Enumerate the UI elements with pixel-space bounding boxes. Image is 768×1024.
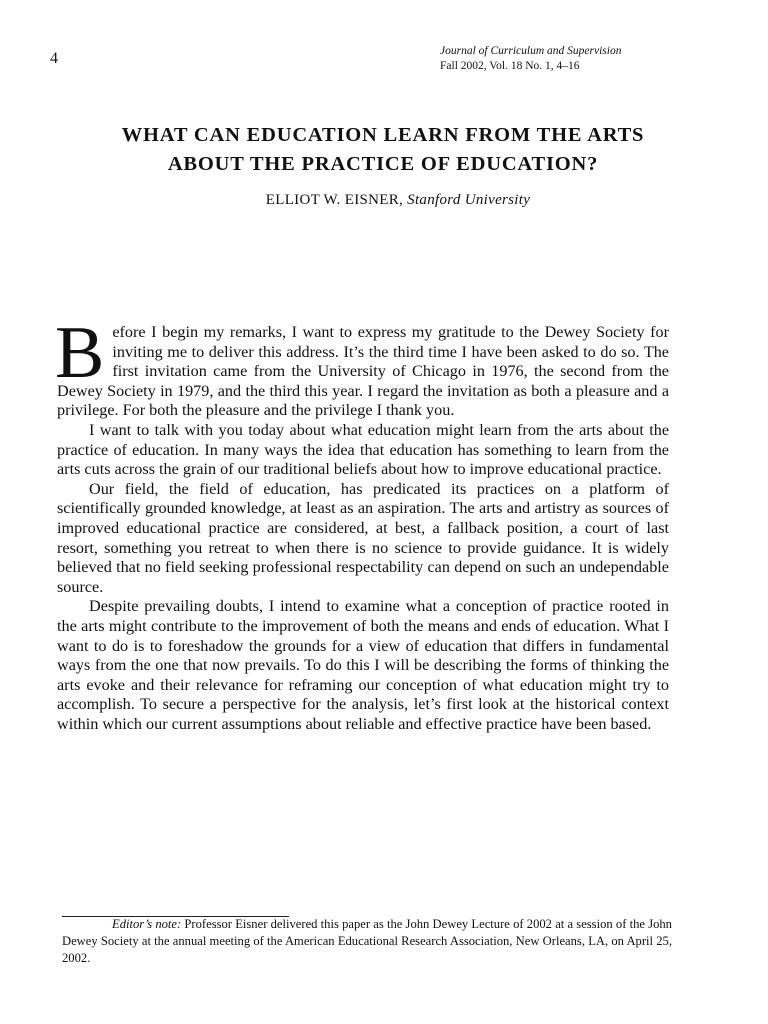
article-title: [40, 121, 726, 179]
byline: [40, 192, 756, 209]
journal-name: Journal of Curriculum and Supervision: [440, 45, 622, 57]
article-title-line-2: ABOUT THE PRACTICE OF EDUCATION?: [167, 153, 599, 175]
page-number: 4: [50, 50, 58, 67]
journal-issue: Fall 2002, Vol. 18 No. 1, 4–16: [440, 60, 580, 72]
footnote-label: Editor’s note:: [112, 917, 182, 931]
paragraph-2: I want to talk with you today about what education might learn from the arts about the practice of education. In many ways the idea that education has something to learn from the arts cuts across the grain of our traditional beliefs about how to improve educational practice.: [57, 420, 669, 479]
drop-cap: B: [55, 312, 105, 394]
author-name: ELLIOT W. EISNER,: [265, 192, 404, 208]
journal-info: [440, 44, 621, 74]
article-body: [55, 312, 669, 734]
footnote: [62, 916, 672, 966]
paragraph-1: [55, 312, 669, 421]
paragraph-4: Despite prevailing doubts, I intend to examine what a conception of practice rooted in the arts might contribute to the improvement of both the means and ends of education. What I want to do is to foreshadow the grounds for a view of education that differs in fundamental ways from the one that now prevails. To do this I will be describing the forms of thinking the arts evoke and their relevance for reframing our conception of what education might try to accomplish. To secure a perspective for the analysis, let’s first look at the historical context within which our current assumptions about reliable and effective practice have been based.: [57, 597, 669, 733]
footnote-text: Professor Eisner delivered this paper as the John Dewey Lecture of 2002 at a session of the John Dewey Society at the annual meeting of the American Educational Research Association, New Orleans, LA, on April 25, 2002.: [62, 917, 672, 965]
article-title-line-1: WHAT CAN EDUCATION LEARN FROM THE ARTS: [121, 124, 645, 146]
paragraph-3: Our field, the field of education, has predicated its practices on a platform of scientifically grounded knowledge, at least as an aspiration. The arts and artistry as sources of improved educational practice are considered, at best, a fallback position, a court of last resort, something you retreat to when there is no science to provide guidance. It is widely believed that no field seeking professional respectability can depend on such an undependable source.: [57, 479, 669, 596]
paragraph-1-text: efore I begin my remarks, I want to express my gratitude to the Dewey Society for inviting me to deliver this address. It’s the third time I have been asked to do so. The first invitation came from the University of Chicago in 1976, the second from the Dewey Society in 1979, and the third this year. I regard the invitation as both a pleasure and a privilege. For both the pleasure and the privilege I thank you.: [57, 323, 669, 420]
author-affiliation: Stanford University: [407, 192, 531, 208]
